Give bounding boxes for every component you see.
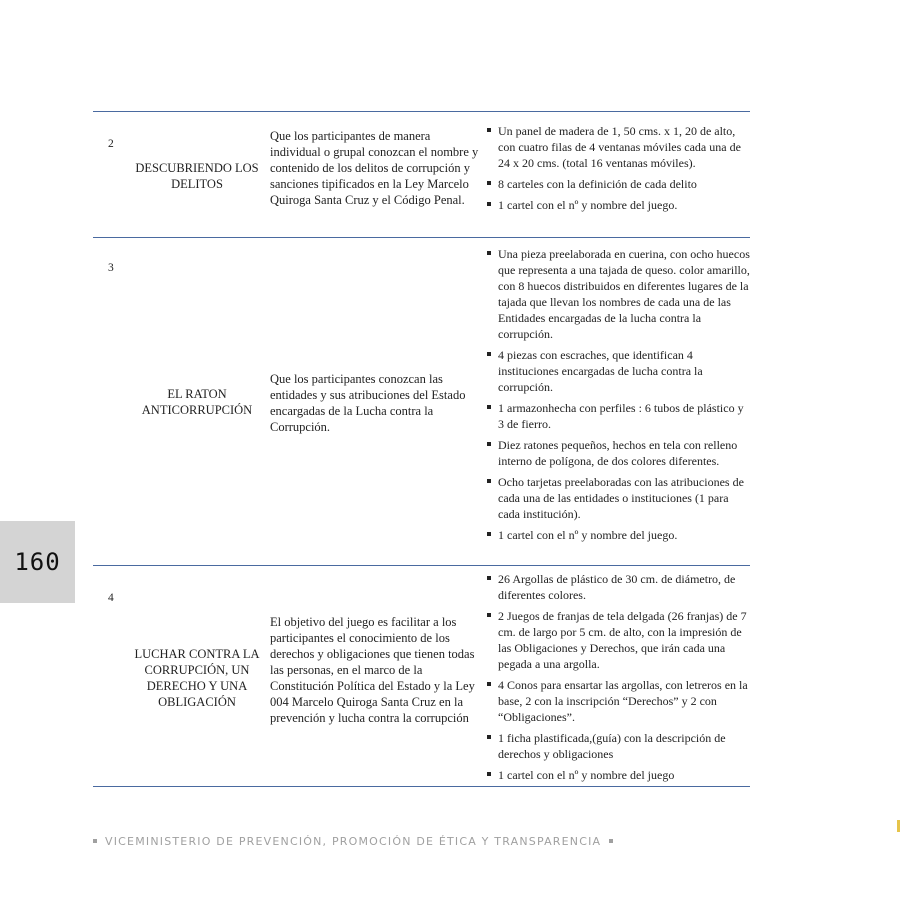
materials-list bbox=[485, 123, 750, 218]
game-name: EL RATON ANTICORRUPCIÓN bbox=[141, 387, 253, 417]
row-number: 4 bbox=[108, 592, 114, 604]
game-name: LUCHAR CONTRA LA CORRUPCIÓN, UN DERECHO Y UNA OBLIGACIÓN bbox=[134, 647, 260, 709]
list-item: Diez ratones pequeños, hechos en tela con relleno interno de polígona, de dos colores diferentes. bbox=[485, 437, 750, 469]
square-bullet-icon bbox=[609, 839, 613, 843]
list-item: Ocho tarjetas preelaboradas con las atribuciones de cada una de las entidades o instituciones (1 para cada institución). bbox=[485, 474, 750, 522]
list-item: 8 carteles con la definición de cada delito bbox=[485, 176, 750, 192]
game-objective: Que los participantes conozcan las entidades y sus atribuciones del Estado encargadas de la Lucha contra la Corrupción. bbox=[270, 372, 466, 434]
square-bullet-icon bbox=[93, 839, 97, 843]
page-number-tab bbox=[0, 521, 75, 603]
game-objective: Que los participantes de manera individual o grupal conozcan el nombre y contenido de los delitos de corrupción y sanciones tipificados en la Ley Marcelo Quiroga Santa Cruz y el Código Penal. bbox=[270, 129, 479, 207]
list-item: 4 Conos para ensartar las argollas, con letreros en la base, 2 con la inscripción “Derechos” y 2 con “Obligaciones”. bbox=[485, 677, 750, 725]
list-item: 1 cartel con el nº y nombre del juego bbox=[485, 767, 750, 783]
materials-list bbox=[485, 246, 750, 548]
page-number: 160 bbox=[14, 548, 61, 576]
list-item: Una pieza preelaborada en cuerina, con ocho huecos que representa a una tajada de queso. color amarillo, con 8 huecos distribuidos en diferentes lugares de la tajada que llevan los nombres de cada una de las Entidades encargadas de la lucha contra la corrupción. bbox=[485, 246, 750, 342]
list-item: 1 cartel con el nº y nombre del juego. bbox=[485, 197, 750, 213]
list-item: 4 piezas con escraches, que identifican 4 instituciones encargadas de lucha contra la corrupción. bbox=[485, 347, 750, 395]
table-row bbox=[93, 111, 750, 237]
footer bbox=[93, 835, 613, 848]
game-objective: El objetivo del juego es facilitar a los participantes el conocimiento de los derechos y obligaciones que tienen todas las personas, en el marco de la Constitución Política del Estado y la Ley 004 Marcelo Quiroga Santa Cruz en la prevención y lucha contra la corrupción bbox=[270, 615, 475, 725]
table-row bbox=[93, 565, 750, 787]
list-item: 1 armazonhecha con perfiles : 6 tubos de plástico y 3 de fierro. bbox=[485, 400, 750, 432]
list-item: 1 ficha plastificada,(guía) con la descripción de derechos y obligaciones bbox=[485, 730, 750, 762]
list-item: 26 Argollas de plástico de 30 cm. de diámetro, de diferentes colores. bbox=[485, 571, 750, 603]
games-table bbox=[93, 111, 750, 787]
materials-list bbox=[485, 571, 750, 788]
list-item: Un panel de madera de 1, 50 cms. x 1, 20 de alto, con cuatro filas de 4 ventanas móviles cada una de 24 x 20 cms. (total 16 ventanas móviles). bbox=[485, 123, 750, 171]
row-number: 3 bbox=[108, 262, 114, 274]
footer-text: VICEMINISTERIO DE PREVENCIÓN, PROMOCIÓN DE ÉTICA Y TRANSPARENCIA bbox=[105, 835, 602, 848]
row-number: 2 bbox=[108, 138, 114, 150]
game-name: DESCUBRIENDO LOS DELITOS bbox=[135, 161, 259, 191]
list-item: 2 Juegos de franjas de tela delgada (26 franjas) de 7 cm. de largo por 5 cm. de alto, con la impresión de las Obligaciones y Derechos, que irán cada una pegada a una argolla. bbox=[485, 608, 750, 672]
list-item: 1 cartel con el nº y nombre del juego. bbox=[485, 527, 750, 543]
table-row bbox=[93, 237, 750, 565]
